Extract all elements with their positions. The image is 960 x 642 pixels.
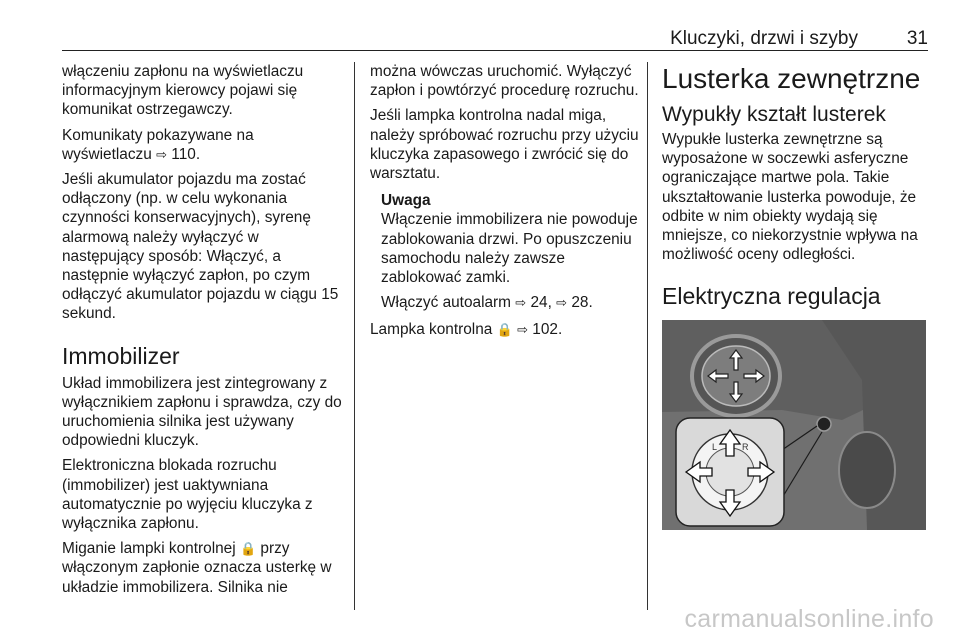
paragraph <box>62 539 344 597</box>
switch-label-r-icon: R <box>742 442 749 453</box>
column-divider <box>647 62 648 610</box>
switch-label-l-icon: L <box>712 442 718 453</box>
page-ref-link[interactable]: 28. <box>571 294 593 312</box>
section-heading-exterior-mirrors: Lusterka zewnętrzne <box>662 63 921 94</box>
page-ref-arrow-icon: ⇨ <box>515 295 527 311</box>
watermark: carmanualsonline.info <box>684 605 934 633</box>
page-ref-link[interactable]: 102. <box>532 321 563 339</box>
paragraph: Elektroniczna blokada rozruchu (immobilizer) jest uaktywniana automatycznie po wyjęciu kluczyka z wyłącznika zapłonu. <box>62 457 313 533</box>
paragraph-text: Komunikaty pokazywane na wyświetlaczu <box>62 126 254 163</box>
paragraph: włączeniu zapłonu na wyświetlaczu informacyjnym kierowcy pojawi się komunikat ostrzegawczy. <box>62 63 304 119</box>
paragraph <box>370 320 640 339</box>
immobilizer-warning-icon: 🔒 <box>239 541 257 557</box>
column-middle <box>370 62 640 346</box>
mirror-switch <box>817 417 831 431</box>
column-left <box>62 62 344 603</box>
paragraph: Jeśli lampka kontrolna nadal miga, należy spróbować rozruchu przy użyciu kluczyka zapasowego i zwrócić się do warsztatu. <box>370 107 639 183</box>
note-box <box>370 191 640 312</box>
paragraph-text: Lampka kontrolna <box>370 321 493 339</box>
note-text: Włączenie immobilizera nie powoduje zablokowania drzwi. Po opuszczeniu samochodu należy zawsze zablokować zamki. <box>381 211 638 287</box>
note-title: Uwaga <box>381 192 431 210</box>
page-ref-arrow-icon: ⇨ <box>517 322 528 338</box>
paragraph: Wypukłe lusterka zewnętrzne są wyposażone w soczewki asferyczne ograniczające martwe pola. Takie ukształtowanie lusterka powoduje, że odbite w nim obiekty wydają się mniejsze, co niekorzystnie wpływa na możliwość oceny odległości. <box>662 131 918 264</box>
paragraph-text: Miganie lampki kontrolnej <box>62 540 236 558</box>
chapter-title: Kluczyki, drzwi i szyby <box>670 28 858 49</box>
note-ref-text: Włączyć autoalarm <box>381 294 512 312</box>
column-divider <box>354 62 355 610</box>
mirror-adjustment-illustration <box>662 320 926 530</box>
immobilizer-warning-icon: 🔒 <box>496 322 513 338</box>
column-right <box>662 62 930 530</box>
paragraph: Jeśli akumulator pojazdu ma zostać odłączony (np. w celu wykonania czynności konserwacyjnych), syrenę alarmową należy wyłączyć w następujący sposób: Włączyć, a następnie wyłączyć zapłon, po czym odłączyć akumulator pojazdu w ciągu 15 sekund. <box>62 171 339 323</box>
door-handle-area <box>839 432 895 508</box>
page-ref-arrow-icon: ⇨ <box>556 295 568 311</box>
page-ref-link[interactable]: 24, <box>530 294 552 312</box>
subsection-heading-electric-adjustment: Elektryczna regulacja <box>662 283 881 310</box>
note-reference <box>381 293 640 312</box>
page-ref-link[interactable]: 110. <box>171 145 201 163</box>
paragraph: Układ immobilizera jest zintegrowany z wyłącznikiem zapłonu i sprawdza, czy do uruchomienia silnika jest używany odpowiedni kluczyk. <box>62 374 342 450</box>
page-number: 31 <box>906 28 928 49</box>
paragraph <box>62 126 344 164</box>
section-heading-immobilizer: Immobilizer <box>62 342 180 369</box>
paragraph: można wówczas uruchomić. Wyłączyć zapłon i powtórzyć procedurę rozruchu. <box>370 63 639 100</box>
paragraph-text: przy włączonym zapłonie oznacza usterkę w układzie immobilizera. Silnika nie <box>62 540 332 596</box>
subsection-heading-convex: Wypukły kształt lusterek <box>662 103 886 126</box>
page-header <box>62 28 928 51</box>
page-ref-arrow-icon: ⇨ <box>156 146 167 162</box>
